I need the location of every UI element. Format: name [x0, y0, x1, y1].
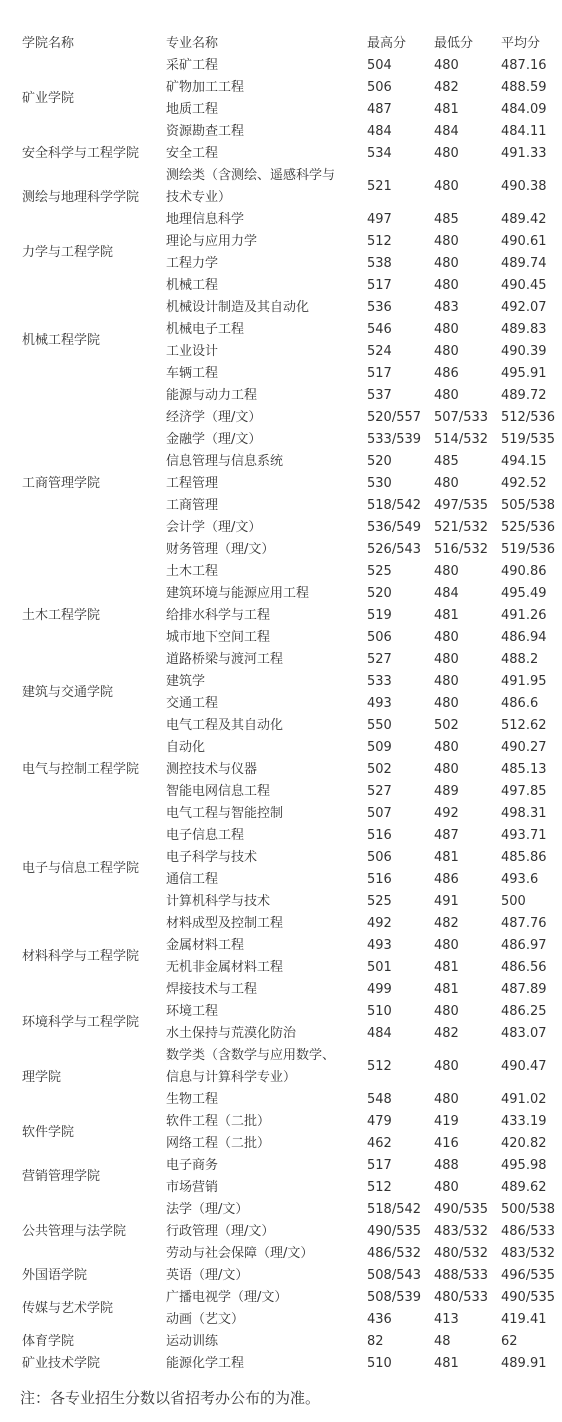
- major-cell: 行政管理（理/文）: [166, 1224, 275, 1239]
- major-cell: 财务管理（理/文）: [166, 542, 275, 557]
- major-cell: 矿物加工工程: [166, 80, 245, 95]
- table-row: [0, 1045, 562, 1089]
- avg-score-cell: 525/536: [501, 520, 556, 535]
- major-cell: 智能电网信息工程: [166, 784, 271, 799]
- max-score-cell: 519: [367, 608, 392, 623]
- footnote: 注：各专业招生分数以省招考办公布的为准。: [20, 1389, 321, 1407]
- min-score-cell: 482: [434, 1026, 459, 1041]
- header-college: 学院名称: [22, 36, 75, 51]
- avg-score-cell: 490.39: [501, 344, 547, 359]
- min-score-cell: 480: [434, 322, 459, 337]
- major-cell: 车辆工程: [166, 366, 219, 381]
- max-score-cell: 508/539: [367, 1290, 422, 1305]
- table-row: [0, 913, 562, 935]
- college-cell: 矿业技术学院: [22, 1356, 101, 1371]
- avg-score-cell: 494.15: [501, 454, 547, 469]
- major-cell: 运动训练: [166, 1334, 219, 1349]
- max-score-cell: 527: [367, 784, 392, 799]
- max-score-cell: 486/532: [367, 1246, 422, 1261]
- avg-score-cell: 490/535: [501, 1290, 556, 1305]
- major-cell: 机械工程: [166, 278, 219, 293]
- avg-score-cell: 500: [501, 894, 526, 909]
- avg-score-cell: 488.2: [501, 652, 539, 667]
- college-cell: 公共管理与法学院: [22, 1224, 127, 1239]
- major-cell: 电子商务: [166, 1158, 219, 1173]
- table-row: [0, 1287, 562, 1309]
- table-row: [0, 825, 562, 847]
- table-row: [0, 715, 562, 737]
- min-score-cell: 480: [434, 630, 459, 645]
- max-score-cell: 516: [367, 872, 392, 887]
- avg-score-cell: 483/532: [501, 1246, 556, 1261]
- min-score-cell: 480: [434, 1180, 459, 1195]
- avg-score-cell: 486.56: [501, 960, 547, 975]
- avg-score-cell: 491.95: [501, 674, 547, 689]
- major-cell: 通信工程: [166, 872, 219, 887]
- min-score-cell: 483/532: [434, 1224, 489, 1239]
- max-score-cell: 537: [367, 388, 392, 403]
- table-row: [0, 1265, 562, 1287]
- table-row: [0, 1331, 562, 1353]
- min-score-cell: 480: [434, 234, 459, 249]
- major-cell: 地质工程: [166, 102, 219, 117]
- min-score-cell: 480: [434, 564, 459, 579]
- college-cell: 力学与工程学院: [22, 245, 114, 260]
- max-score-cell: 517: [367, 1158, 392, 1173]
- avg-score-cell: 490.47: [501, 1059, 547, 1074]
- max-score-cell: 506: [367, 850, 392, 865]
- min-score-cell: 480: [434, 58, 459, 73]
- max-score-cell: 527: [367, 652, 392, 667]
- major-cell: 无机非金属材料工程: [166, 960, 284, 975]
- major-cell: 土木工程: [166, 564, 219, 579]
- major-cell: 工程力学: [166, 256, 219, 271]
- major-cell: 金融学（理/文）: [166, 432, 262, 447]
- min-score-cell: 48: [434, 1334, 451, 1349]
- min-score-cell: 480: [434, 256, 459, 271]
- max-score-cell: 526/543: [367, 542, 422, 557]
- major-cell: 工程管理: [166, 476, 219, 491]
- min-score-cell: 484: [434, 124, 459, 139]
- max-score-cell: 534: [367, 146, 392, 161]
- max-score-cell: 490/535: [367, 1224, 422, 1239]
- avg-score-cell: 490.27: [501, 740, 547, 755]
- avg-score-cell: 486.6: [501, 696, 539, 711]
- max-score-cell: 484: [367, 124, 392, 139]
- header-major: 专业名称: [166, 36, 219, 51]
- major-cell: 信息管理与信息系统: [166, 454, 284, 469]
- avg-score-cell: 489.91: [501, 1356, 547, 1371]
- avg-score-cell: 497.85: [501, 784, 547, 799]
- avg-score-cell: 488.59: [501, 80, 547, 95]
- max-score-cell: 518/542: [367, 1202, 422, 1217]
- max-score-cell: 525: [367, 894, 392, 909]
- min-score-cell: 485: [434, 454, 459, 469]
- min-score-cell: 481: [434, 850, 459, 865]
- major-cell: 网络工程（二批）: [166, 1136, 271, 1151]
- min-score-cell: 480: [434, 1092, 459, 1107]
- min-score-cell: 514/532: [434, 432, 489, 447]
- college-cell: 工商管理学院: [22, 476, 101, 491]
- max-score-cell: 436: [367, 1312, 392, 1327]
- min-score-cell: 419: [434, 1114, 459, 1129]
- header-min-score: 最低分: [434, 36, 474, 51]
- major-cell: 道路桥梁与渡河工程: [166, 652, 284, 667]
- table-body: [0, 55, 562, 1375]
- table-row: [0, 143, 562, 165]
- avg-score-cell: 492.07: [501, 300, 547, 315]
- major-cell: 市场营销: [166, 1180, 219, 1195]
- max-score-cell: 512: [367, 1180, 392, 1195]
- major-cell: 理论与应用力学: [166, 234, 258, 249]
- college-cell: 机械工程学院: [22, 333, 101, 348]
- avg-score-cell: 486.97: [501, 938, 547, 953]
- avg-score-cell: 493.6: [501, 872, 539, 887]
- avg-score-cell: 487.89: [501, 982, 547, 997]
- college-cell: 建筑与交通学院: [22, 685, 114, 700]
- avg-score-cell: 490.61: [501, 234, 547, 249]
- major-cell: 城市地下空间工程: [166, 630, 271, 645]
- max-score-cell: 524: [367, 344, 392, 359]
- major-cell: 数学类（含数学与应用数学、信息与计算科学专业）: [166, 1048, 336, 1085]
- min-score-cell: 488: [434, 1158, 459, 1173]
- major-cell: 英语（理/文）: [166, 1268, 249, 1283]
- avg-score-cell: 519/536: [501, 542, 556, 557]
- major-cell: 测控技术与仪器: [166, 762, 258, 777]
- max-score-cell: 518/542: [367, 498, 422, 513]
- avg-score-cell: 493.71: [501, 828, 547, 843]
- major-cell: 生物工程: [166, 1092, 219, 1107]
- major-cell: 会计学（理/文）: [166, 520, 262, 535]
- college-cell: 营销管理学院: [22, 1169, 101, 1184]
- min-score-cell: 507/533: [434, 410, 489, 425]
- avg-score-cell: 484.11: [501, 124, 547, 139]
- max-score-cell: 517: [367, 366, 392, 381]
- max-score-cell: 533: [367, 674, 392, 689]
- college-cell: 电气与控制工程学院: [22, 762, 140, 777]
- max-score-cell: 546: [367, 322, 392, 337]
- min-score-cell: 480: [434, 388, 459, 403]
- major-cell: 金属材料工程: [166, 938, 245, 953]
- avg-score-cell: 489.72: [501, 388, 547, 403]
- table-row: [0, 231, 562, 253]
- college-cell: 测绘与地理科学学院: [22, 190, 140, 205]
- major-cell: 水土保持与荒漠化防治: [166, 1026, 297, 1041]
- min-score-cell: 502: [434, 718, 459, 733]
- max-score-cell: 538: [367, 256, 392, 271]
- max-score-cell: 507: [367, 806, 392, 821]
- major-cell: 测绘类（含测绘、遥感科学与技术专业）: [166, 168, 336, 205]
- major-cell: 能源与动力工程: [166, 388, 258, 403]
- avg-score-cell: 491.26: [501, 608, 547, 623]
- max-score-cell: 501: [367, 960, 392, 975]
- max-score-cell: 525: [367, 564, 392, 579]
- min-score-cell: 480: [434, 696, 459, 711]
- avg-score-cell: 489.83: [501, 322, 547, 337]
- college-cell: 传媒与艺术学院: [22, 1301, 114, 1316]
- major-cell: 安全工程: [166, 146, 219, 161]
- avg-score-cell: 484.09: [501, 102, 547, 117]
- avg-score-cell: 419.41: [501, 1312, 547, 1327]
- max-score-cell: 493: [367, 938, 392, 953]
- max-score-cell: 509: [367, 740, 392, 755]
- max-score-cell: 510: [367, 1004, 392, 1019]
- min-score-cell: 480: [434, 1059, 459, 1074]
- college-cell: 环境科学与工程学院: [22, 1015, 140, 1030]
- table-row: [0, 1353, 562, 1375]
- college-cell: 理学院: [22, 1070, 62, 1085]
- avg-score-cell: 492.52: [501, 476, 547, 491]
- avg-score-cell: 62: [501, 1334, 518, 1349]
- min-score-cell: 480: [434, 476, 459, 491]
- max-score-cell: 504: [367, 58, 392, 73]
- max-score-cell: 510: [367, 1356, 392, 1371]
- min-score-cell: 487: [434, 828, 459, 843]
- major-cell: 电子科学与技术: [166, 850, 258, 865]
- major-cell: 电子信息工程: [166, 828, 245, 843]
- max-score-cell: 517: [367, 278, 392, 293]
- max-score-cell: 506: [367, 80, 392, 95]
- avg-score-cell: 498.31: [501, 806, 547, 821]
- min-score-cell: 480: [434, 146, 459, 161]
- table-row: [0, 407, 562, 429]
- major-cell: 建筑环境与能源应用工程: [166, 586, 310, 601]
- max-score-cell: 533/539: [367, 432, 422, 447]
- major-cell: 建筑学: [166, 674, 206, 689]
- header-max-score: 最高分: [367, 36, 407, 51]
- max-score-cell: 493: [367, 696, 392, 711]
- college-cell: 外国语学院: [22, 1268, 88, 1283]
- min-score-cell: 491: [434, 894, 459, 909]
- avg-score-cell: 519/535: [501, 432, 556, 447]
- max-score-cell: 462: [367, 1136, 392, 1151]
- avg-score-cell: 495.98: [501, 1158, 547, 1173]
- min-score-cell: 484: [434, 586, 459, 601]
- min-score-cell: 482: [434, 80, 459, 95]
- avg-score-cell: 490.38: [501, 179, 547, 194]
- max-score-cell: 512: [367, 234, 392, 249]
- min-score-cell: 480: [434, 1004, 459, 1019]
- min-score-cell: 486: [434, 366, 459, 381]
- avg-score-cell: 495.91: [501, 366, 547, 381]
- max-score-cell: 520: [367, 454, 392, 469]
- avg-score-cell: 487.16: [501, 58, 547, 73]
- min-score-cell: 490/535: [434, 1202, 489, 1217]
- avg-score-cell: 512.62: [501, 718, 547, 733]
- min-score-cell: 480/533: [434, 1290, 489, 1305]
- min-score-cell: 481: [434, 1356, 459, 1371]
- major-cell: 自动化: [166, 740, 206, 755]
- avg-score-cell: 491.33: [501, 146, 547, 161]
- major-cell: 焊接技术与工程: [166, 982, 258, 997]
- min-score-cell: 480: [434, 179, 459, 194]
- major-cell: 机械设计制造及其自动化: [166, 300, 310, 315]
- max-score-cell: 506: [367, 630, 392, 645]
- avg-score-cell: 489.74: [501, 256, 547, 271]
- min-score-cell: 492: [434, 806, 459, 821]
- major-cell: 资源勘查工程: [166, 124, 245, 139]
- table-header-row: [0, 33, 562, 55]
- min-score-cell: 483: [434, 300, 459, 315]
- max-score-cell: 484: [367, 1026, 392, 1041]
- min-score-cell: 482: [434, 916, 459, 931]
- major-cell: 采矿工程: [166, 58, 219, 73]
- header-avg-score: 平均分: [501, 36, 541, 51]
- max-score-cell: 536: [367, 300, 392, 315]
- major-cell: 交通工程: [166, 696, 219, 711]
- avg-score-cell: 483.07: [501, 1026, 547, 1041]
- major-cell: 环境工程: [166, 1004, 219, 1019]
- max-score-cell: 497: [367, 212, 392, 227]
- table-row: [0, 275, 562, 297]
- admission-score-table: [0, 33, 562, 1375]
- major-cell: 能源化学工程: [166, 1356, 245, 1371]
- table-row: [0, 1155, 562, 1177]
- major-cell: 地理信息科学: [166, 212, 245, 227]
- avg-score-cell: 489.42: [501, 212, 547, 227]
- college-cell: 材料科学与工程学院: [22, 949, 140, 964]
- avg-score-cell: 496/535: [501, 1268, 556, 1283]
- max-score-cell: 520: [367, 586, 392, 601]
- table-row: [0, 1199, 562, 1221]
- table-row: [0, 671, 562, 693]
- college-cell: 安全科学与工程学院: [22, 146, 140, 161]
- avg-score-cell: 420.82: [501, 1136, 547, 1151]
- major-cell: 劳动与社会保障（理/文）: [166, 1246, 314, 1261]
- max-score-cell: 479: [367, 1114, 392, 1129]
- avg-score-cell: 512/536: [501, 410, 556, 425]
- min-score-cell: 413: [434, 1312, 459, 1327]
- min-score-cell: 488/533: [434, 1268, 489, 1283]
- major-cell: 动画（艺文）: [166, 1312, 245, 1327]
- max-score-cell: 508/543: [367, 1268, 422, 1283]
- max-score-cell: 530: [367, 476, 392, 491]
- college-cell: 电子与信息工程学院: [22, 861, 140, 876]
- min-score-cell: 481: [434, 982, 459, 997]
- major-cell: 给排水科学与工程: [166, 608, 271, 623]
- avg-score-cell: 486.25: [501, 1004, 547, 1019]
- avg-score-cell: 485.13: [501, 762, 547, 777]
- min-score-cell: 481: [434, 960, 459, 975]
- major-cell: 电气工程与智能控制: [166, 806, 284, 821]
- avg-score-cell: 495.49: [501, 586, 547, 601]
- major-cell: 计算机科学与技术: [166, 894, 271, 909]
- min-score-cell: 480: [434, 762, 459, 777]
- major-cell: 电气工程及其自动化: [166, 718, 284, 733]
- min-score-cell: 480/532: [434, 1246, 489, 1261]
- avg-score-cell: 486.94: [501, 630, 547, 645]
- min-score-cell: 486: [434, 872, 459, 887]
- min-score-cell: 481: [434, 608, 459, 623]
- max-score-cell: 516: [367, 828, 392, 843]
- college-cell: 体育学院: [22, 1334, 75, 1349]
- min-score-cell: 480: [434, 674, 459, 689]
- college-cell: 软件学院: [22, 1125, 75, 1140]
- max-score-cell: 512: [367, 1059, 392, 1074]
- max-score-cell: 550: [367, 718, 392, 733]
- avg-score-cell: 491.02: [501, 1092, 547, 1107]
- avg-score-cell: 487.76: [501, 916, 547, 931]
- major-cell: 广播电视学（理/文）: [166, 1290, 288, 1305]
- max-score-cell: 521: [367, 179, 392, 194]
- max-score-cell: 499: [367, 982, 392, 997]
- max-score-cell: 520/557: [367, 410, 422, 425]
- min-score-cell: 516/532: [434, 542, 489, 557]
- min-score-cell: 481: [434, 102, 459, 117]
- avg-score-cell: 486/533: [501, 1224, 556, 1239]
- min-score-cell: 485: [434, 212, 459, 227]
- college-cell: 土木工程学院: [22, 608, 101, 623]
- avg-score-cell: 490.45: [501, 278, 547, 293]
- min-score-cell: 489: [434, 784, 459, 799]
- max-score-cell: 536/549: [367, 520, 422, 535]
- avg-score-cell: 505/538: [501, 498, 556, 513]
- min-score-cell: 480: [434, 344, 459, 359]
- table-row: [0, 55, 562, 77]
- major-cell: 经济学（理/文）: [166, 410, 262, 425]
- major-cell: 工商管理: [166, 498, 219, 513]
- avg-score-cell: 485.86: [501, 850, 547, 865]
- min-score-cell: 480: [434, 278, 459, 293]
- avg-score-cell: 500/538: [501, 1202, 556, 1217]
- min-score-cell: 497/535: [434, 498, 489, 513]
- college-cell: 矿业学院: [22, 91, 75, 106]
- min-score-cell: 416: [434, 1136, 459, 1151]
- major-cell: 软件工程（二批）: [166, 1114, 271, 1129]
- table-row: [0, 561, 562, 583]
- min-score-cell: 480: [434, 740, 459, 755]
- max-score-cell: 82: [367, 1334, 384, 1349]
- avg-score-cell: 490.86: [501, 564, 547, 579]
- max-score-cell: 492: [367, 916, 392, 931]
- min-score-cell: 480: [434, 652, 459, 667]
- max-score-cell: 502: [367, 762, 392, 777]
- major-cell: 法学（理/文）: [166, 1202, 249, 1217]
- min-score-cell: 521/532: [434, 520, 489, 535]
- table-row: [0, 1001, 562, 1023]
- max-score-cell: 487: [367, 102, 392, 117]
- major-cell: 材料成型及控制工程: [166, 916, 284, 931]
- avg-score-cell: 489.62: [501, 1180, 547, 1195]
- min-score-cell: 480: [434, 938, 459, 953]
- major-cell: 工业设计: [166, 344, 219, 359]
- major-cell: 机械电子工程: [166, 322, 245, 337]
- avg-score-cell: 433.19: [501, 1114, 547, 1129]
- table-row: [0, 1111, 562, 1133]
- max-score-cell: 548: [367, 1092, 392, 1107]
- table-row: [0, 165, 562, 209]
